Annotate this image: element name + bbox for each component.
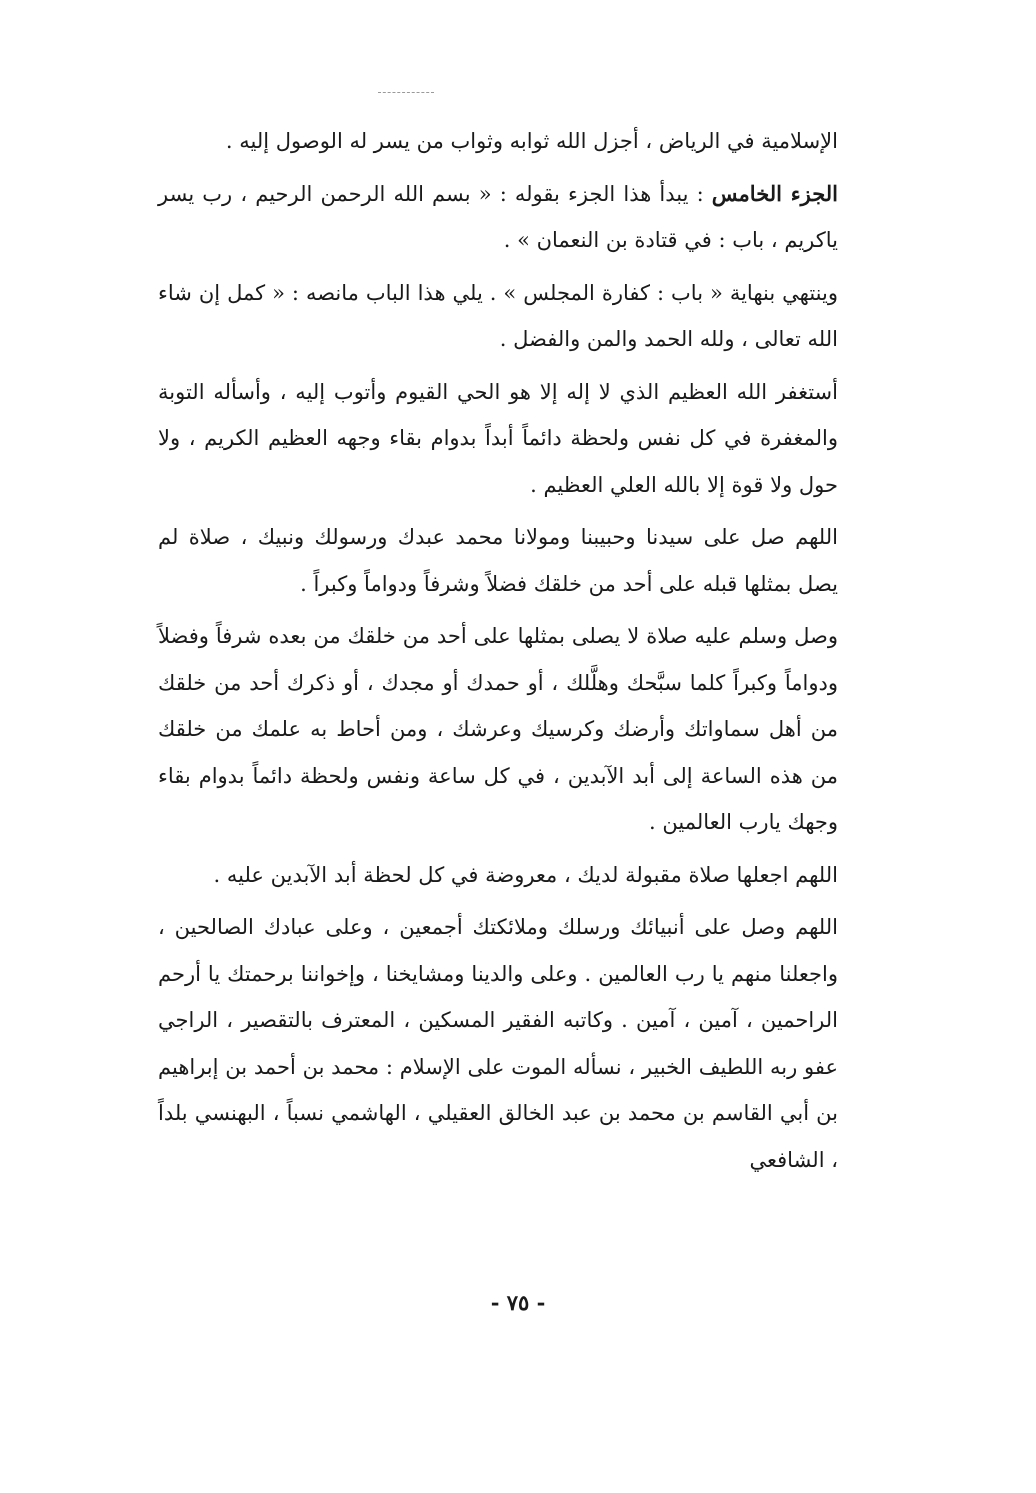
paragraph-text: اللهم وصل على أنبيائك ورسلك وملائكتك أجمعين ، وعلى عبادك الصالحين ، واجعلنا منهم يا رب العالمين . وعلى والدينا ومشايخنا ، وإخواننا برحمتك يا أرحم الراحمين ، آمين ، آمين . وكاتبه الفقير المسكين ، المعترف بالتقصير ، الراجي عفو ربه اللطيف الخبير ، نسأله الموت على الإسلام : محمد بن أحمد بن إبراهيم بن أبي القاسم بن محمد بن عبد الخالق العقيلي ، الهاشمي نسباً ، البهنسي بلداً ، الشافعي bbox=[158, 915, 838, 1172]
paragraph-1 bbox=[158, 118, 838, 165]
body-text bbox=[158, 118, 838, 1189]
paragraph-text: الإسلامية في الرياض ، أجزل الله ثوابه وثواب من يسر له الوصول إليه . bbox=[225, 129, 838, 153]
paragraph-8 bbox=[158, 904, 838, 1183]
paragraph-2 bbox=[158, 171, 838, 264]
paragraph-6 bbox=[158, 613, 838, 846]
paragraph-5 bbox=[158, 514, 838, 607]
paragraph-3 bbox=[158, 270, 838, 363]
header-rule bbox=[378, 92, 434, 93]
paragraph-text: : يبدأ هذا الجزء بقوله : « بسم الله الرحمن الرحيم ، رب يسر ياكريم ، باب : في قتادة بن النعمان » . bbox=[158, 181, 838, 252]
paragraph-7 bbox=[158, 852, 838, 899]
paragraph-text: اللهم صل على سيدنا وحبيبنا ومولانا محمد عبدك ورسولك ونبيك ، صلاة لم يصل بمثلها قبله على أحد من خلقك فضلاً وشرفاً ودواماً وكبراً . bbox=[158, 525, 838, 596]
page-number: - ٧٥ - bbox=[490, 1290, 546, 1315]
paragraph-text: أستغفر الله العظيم الذي لا إله إلا هو الحي القيوم وأتوب إليه ، وأسأله التوبة والمغفرة في كل نفس ولحظة دائماً أبداً بدوام بقاء وجهه العظيم الكريم ، ولا حول ولا قوة إلا بالله العلي العظيم . bbox=[158, 379, 838, 497]
paragraph-text: وصل وسلم عليه صلاة لا يصلى بمثلها على أحد من خلقك من بعده شرفاً وفضلاً ودواماً وكبراً كلما سبَّحك وهلَّلك ، أو حمدك أو مجدك ، أو ذكرك أحد من خلقك من أهل سماواتك وأرضك وكرسيك وعرشك ، ومن أحاط به علمك من خلقك من هذه الساعة إلى أبد الآبدين ، في كل ساعة ونفس ولحظة دائماً بدوام بقاء وجهك يارب العالمين . bbox=[158, 624, 838, 834]
paragraph-lead: الجزء الخامس bbox=[711, 180, 838, 206]
paragraph-4 bbox=[158, 369, 838, 509]
paragraph-text: وينتهي بنهاية « باب : كفارة المجلس » . يلي هذا الباب مانصه : « كمل إن شاء الله تعالى ، ولله الحمد والمن والفضل . bbox=[158, 280, 838, 351]
paragraph-text: اللهم اجعلها صلاة مقبولة لديك ، معروضة في كل لحظة أبد الآبدين عليه . bbox=[213, 862, 838, 887]
